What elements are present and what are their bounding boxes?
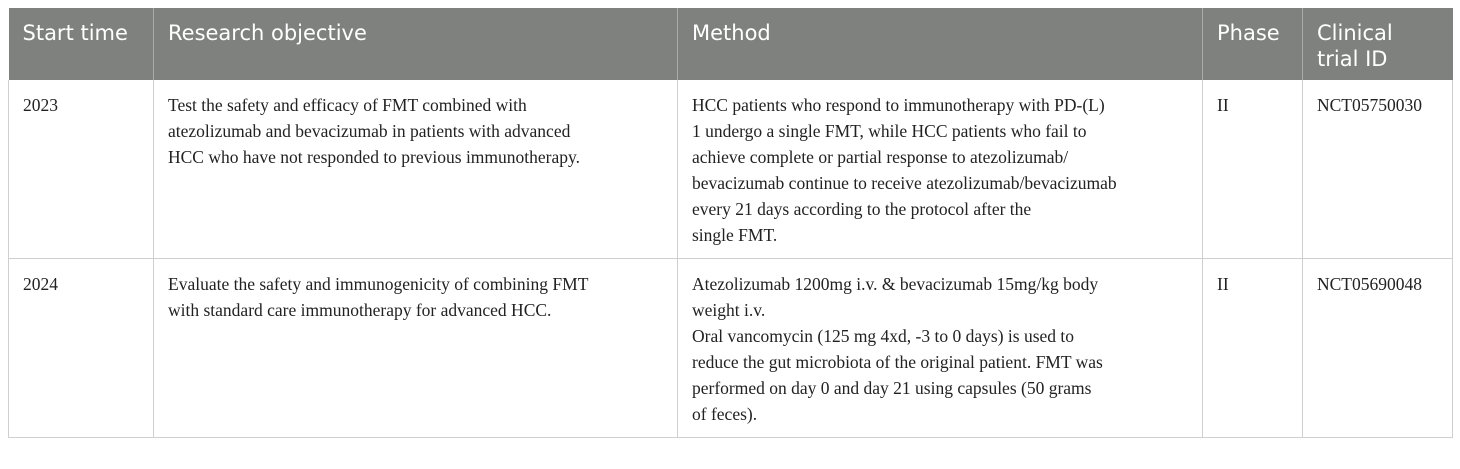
method-line: weight i.v. xyxy=(692,300,766,320)
table-row xyxy=(9,259,1453,438)
cell-start-time: 2024 xyxy=(9,259,154,438)
cell-phase: II xyxy=(1203,80,1303,259)
cell-clinical-trial-id: NCT05750030 xyxy=(1303,80,1453,259)
table-header-row xyxy=(9,8,1453,80)
cell-phase: II xyxy=(1203,259,1303,438)
objective-line: atezolizumab and bevacizumab in patients with advanced xyxy=(168,121,571,141)
method-line: performed on day 0 and day 21 using capsules (50 grams xyxy=(692,378,1092,398)
header-method: Method xyxy=(678,8,1203,80)
objective-line: Evaluate the safety and immunogenicity of combining FMT xyxy=(168,274,589,294)
header-clinical-trial-id xyxy=(1303,8,1453,80)
objective-line: HCC who have not responded to previous immunotherapy. xyxy=(168,147,580,167)
clinical-trials-table xyxy=(8,8,1453,438)
cell-clinical-trial-id: NCT05690048 xyxy=(1303,259,1453,438)
method-line: bevacizumab continue to receive atezolizumab/bevacizumab xyxy=(692,173,1117,193)
objective-line: Test the safety and efficacy of FMT combined with xyxy=(168,95,527,115)
method-line: single FMT. xyxy=(692,225,778,245)
cell-research-objective xyxy=(154,259,678,438)
method-line: Atezolizumab 1200mg i.v. & bevacizumab 15mg/kg body xyxy=(692,274,1099,294)
objective-line: with standard care immunotherapy for advanced HCC. xyxy=(168,300,552,320)
cell-method xyxy=(678,80,1203,259)
method-line: reduce the gut microbiota of the original patient. FMT was xyxy=(692,352,1103,372)
cell-method xyxy=(678,259,1203,438)
table-row xyxy=(9,80,1453,259)
method-line: HCC patients who respond to immunotherapy with PD-(L) xyxy=(692,95,1105,115)
method-line: 1 undergo a single FMT, while HCC patients who fail to xyxy=(692,121,1087,141)
method-line: every 21 days according to the protocol after the xyxy=(692,199,1032,219)
method-line: of feces). xyxy=(692,404,758,424)
method-line: achieve complete or partial response to atezolizumab/ xyxy=(692,147,1069,167)
header-start-time: Start time xyxy=(9,8,154,80)
header-phase: Phase xyxy=(1203,8,1303,80)
header-research-objective: Research objective xyxy=(154,8,678,80)
header-clinical-trial-id-line: trial ID xyxy=(1317,47,1388,71)
cell-research-objective xyxy=(154,80,678,259)
method-line: Oral vancomycin (125 mg 4xd, -3 to 0 days) is used to xyxy=(692,326,1075,346)
header-clinical-trial-id-line: Clinical xyxy=(1317,21,1393,45)
cell-start-time: 2023 xyxy=(9,80,154,259)
